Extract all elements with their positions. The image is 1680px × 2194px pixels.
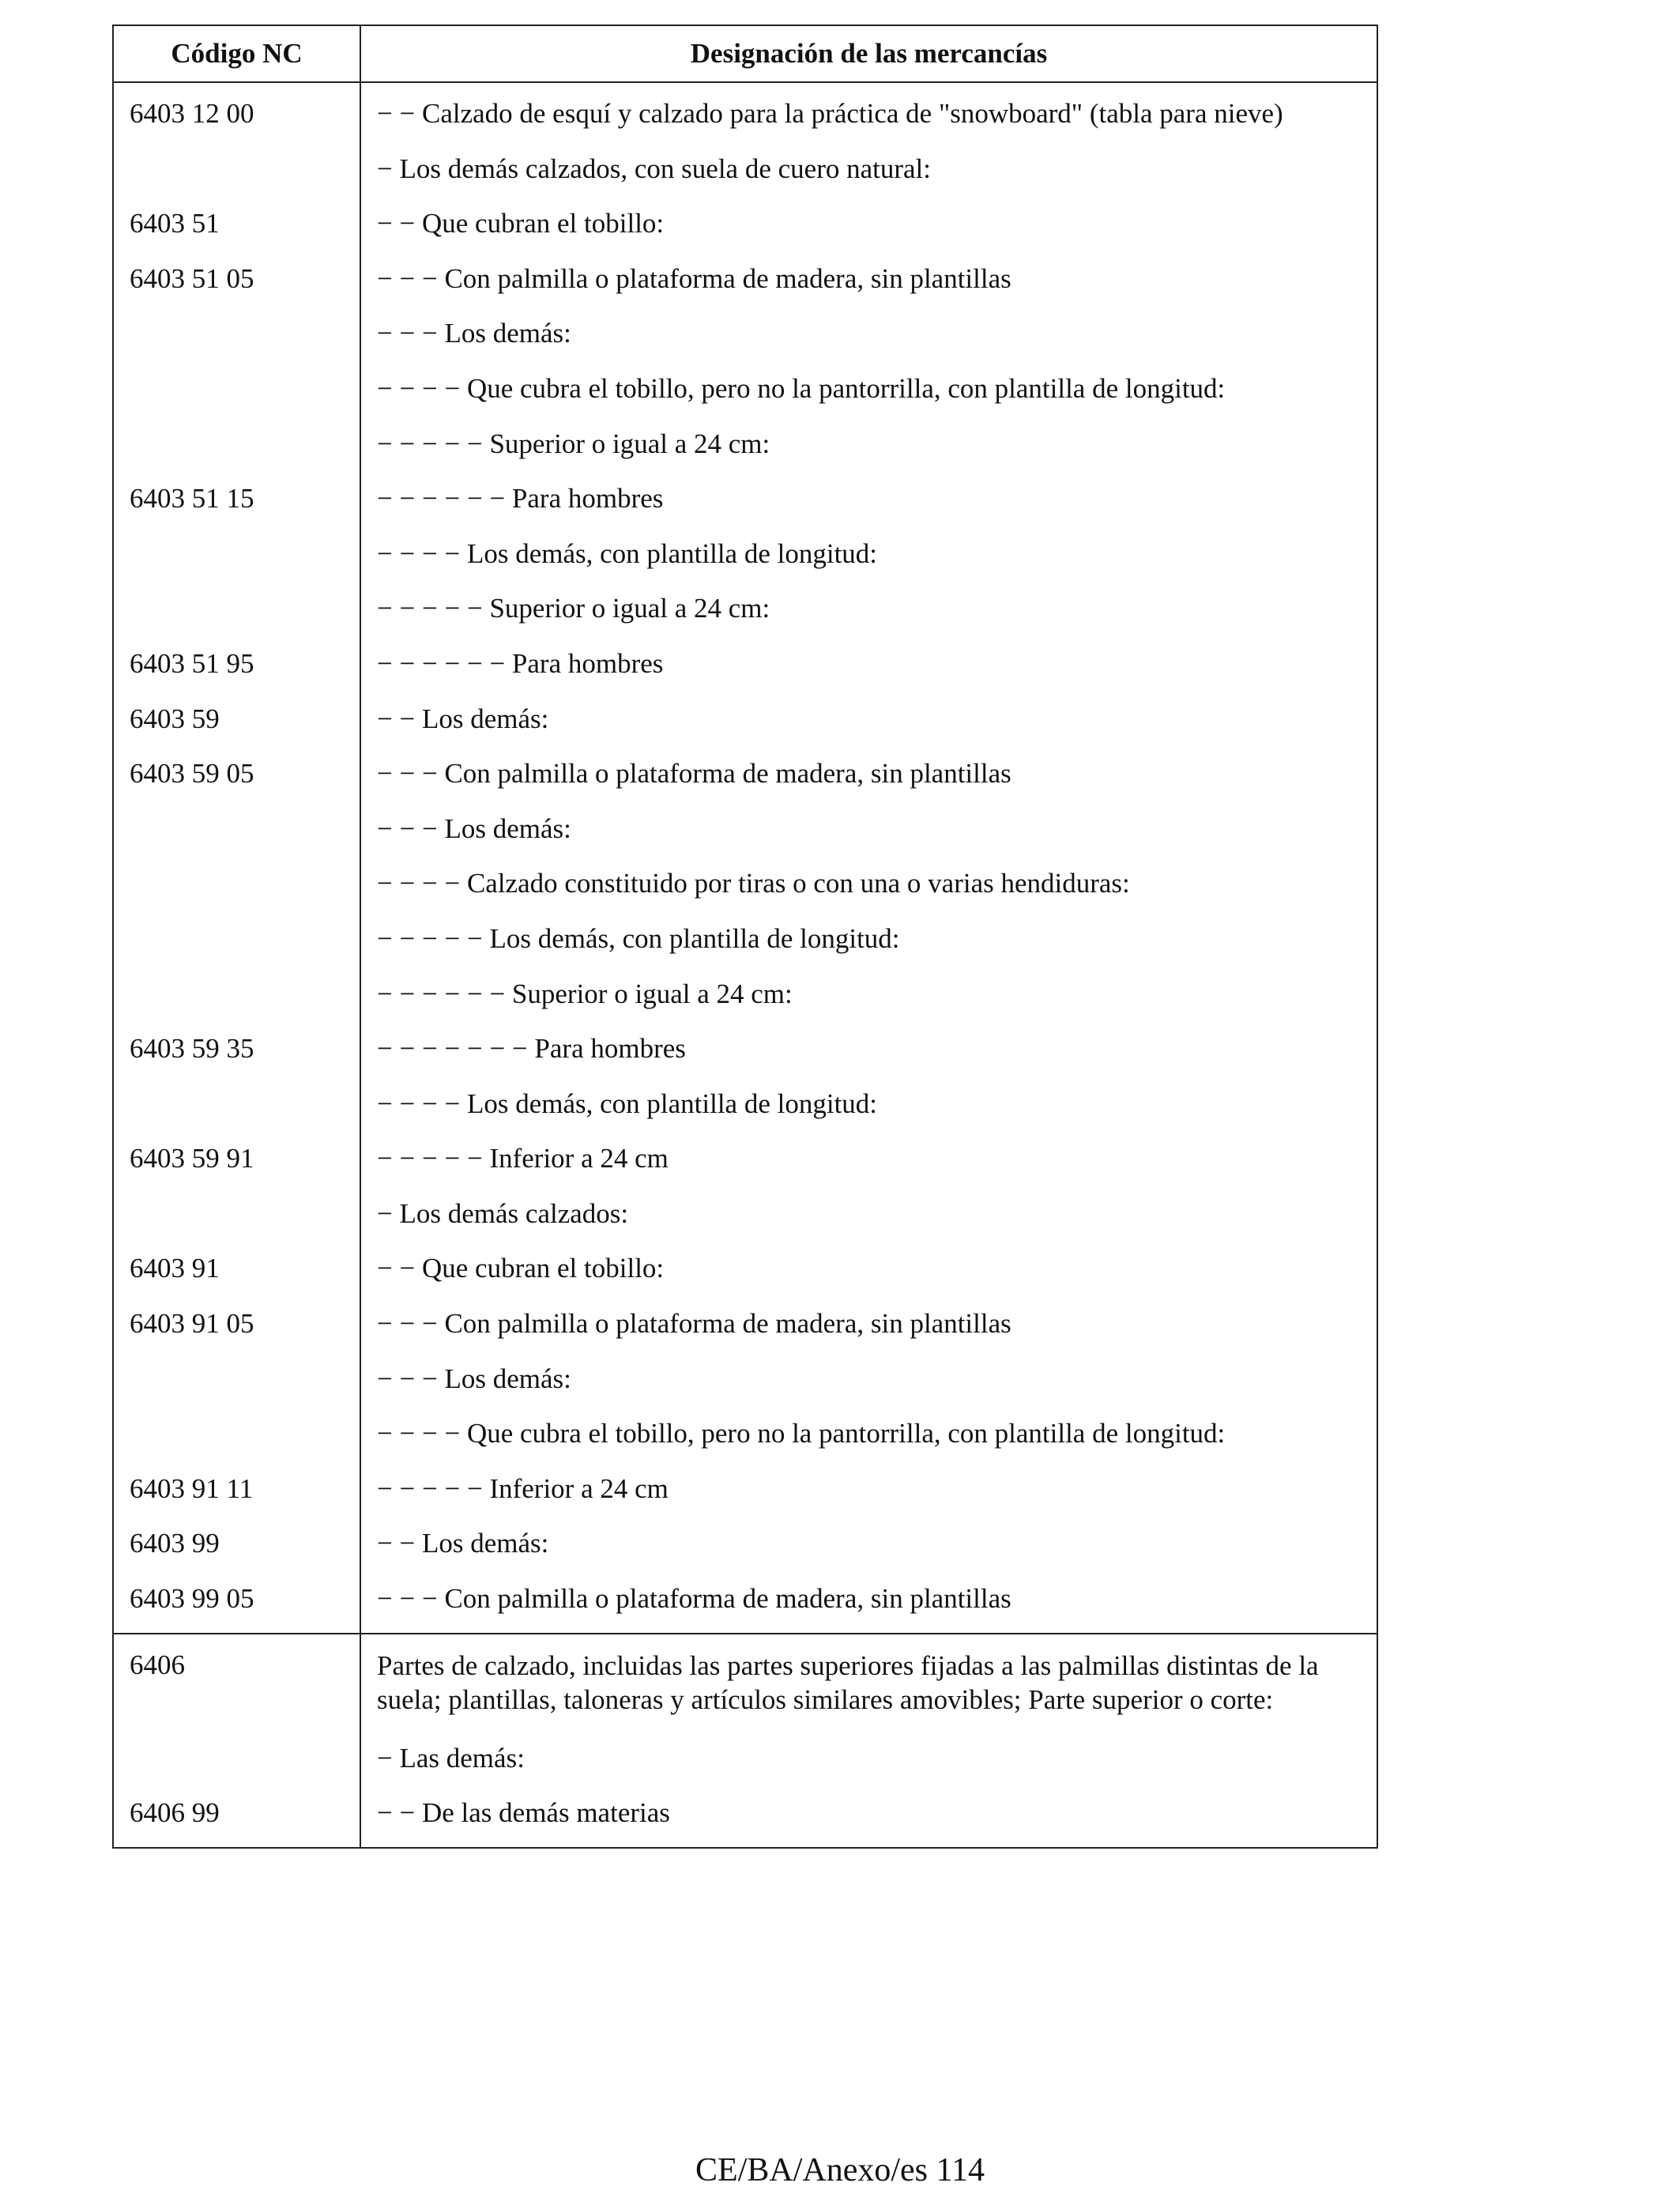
row-description: − − − Los demás: xyxy=(360,801,1377,857)
row-code: 6403 51 05 xyxy=(113,251,360,307)
table-row xyxy=(113,967,1377,1022)
row-description: − − Los demás: xyxy=(360,1516,1377,1571)
row-code xyxy=(113,1186,360,1242)
row-code: 6403 91 05 xyxy=(113,1296,360,1351)
row-description: − − − − − − Para hombres xyxy=(360,636,1377,692)
table-row xyxy=(113,1021,1377,1076)
table-row xyxy=(113,1186,1377,1242)
row-code: 6403 59 35 xyxy=(113,1021,360,1076)
row-code: 6403 99 xyxy=(113,1516,360,1571)
table-row xyxy=(113,1351,1377,1407)
table-row xyxy=(113,1634,1377,1731)
row-description: − − − Con palmilla o plataforma de madera, sin plantillas xyxy=(360,746,1377,801)
row-code xyxy=(113,1406,360,1461)
table-body xyxy=(113,82,1377,1848)
row-code xyxy=(113,1076,360,1132)
header-row xyxy=(113,25,1377,82)
row-code xyxy=(113,967,360,1022)
table-row xyxy=(113,581,1377,636)
table-row xyxy=(113,306,1377,361)
row-code xyxy=(113,801,360,857)
table-row xyxy=(113,82,1377,141)
row-description: − − − − Que cubra el tobillo, pero no la pantorrilla, con plantilla de longitud: xyxy=(360,361,1377,417)
row-description: − − De las demás materias xyxy=(360,1785,1377,1848)
table-row xyxy=(113,141,1377,197)
table-row xyxy=(113,1241,1377,1296)
row-description: − − − − Los demás, con plantilla de longitud: xyxy=(360,1076,1377,1132)
table-row xyxy=(113,1516,1377,1571)
table-header xyxy=(113,25,1377,82)
row-code xyxy=(113,1351,360,1407)
page-footer: CE/BA/Anexo/es 114 xyxy=(695,2152,985,2188)
row-code: 6403 91 xyxy=(113,1241,360,1296)
row-description: − − − − − Superior o igual a 24 cm: xyxy=(360,417,1377,472)
row-description: − − Los demás: xyxy=(360,692,1377,747)
table-row xyxy=(113,1785,1377,1848)
row-code xyxy=(113,526,360,582)
table-row xyxy=(113,526,1377,582)
row-code: 6403 59 xyxy=(113,692,360,747)
row-code xyxy=(113,141,360,197)
table-row xyxy=(113,417,1377,472)
row-code: 6403 99 05 xyxy=(113,1571,360,1634)
row-code: 6406 xyxy=(113,1634,360,1731)
table-row xyxy=(113,1571,1377,1634)
row-description: − − − − Que cubra el tobillo, pero no la pantorrilla, con plantilla de longitud: xyxy=(360,1406,1377,1461)
row-description: − − − Los demás: xyxy=(360,306,1377,361)
table-row xyxy=(113,196,1377,251)
table-row xyxy=(113,251,1377,307)
row-code xyxy=(113,306,360,361)
row-description: − Los demás calzados, con suela de cuero natural: xyxy=(360,141,1377,197)
row-description: − − − Con palmilla o plataforma de madera, sin plantillas xyxy=(360,251,1377,307)
table-row xyxy=(113,361,1377,417)
row-code: 6403 51 xyxy=(113,196,360,251)
row-description: − − − − − Inferior a 24 cm xyxy=(360,1131,1377,1186)
row-code: 6403 59 91 xyxy=(113,1131,360,1186)
tariff-table xyxy=(112,25,1378,1849)
table-row xyxy=(113,692,1377,747)
table-row xyxy=(113,911,1377,967)
row-description: − − − − − Inferior a 24 cm xyxy=(360,1461,1377,1517)
row-code: 6403 51 15 xyxy=(113,471,360,526)
row-code: 6403 91 11 xyxy=(113,1461,360,1517)
row-description: − − − Con palmilla o plataforma de madera, sin plantillas xyxy=(360,1296,1377,1351)
row-description: − − − − Los demás, con plantilla de longitud: xyxy=(360,526,1377,582)
row-description: − − − − Calzado constituido por tiras o con una o varias hendiduras: xyxy=(360,856,1377,911)
row-code xyxy=(113,581,360,636)
table-row xyxy=(113,1131,1377,1186)
row-description: − − − Con palmilla o plataforma de madera, sin plantillas xyxy=(360,1571,1377,1634)
row-description: − − Calzado de esquí y calzado para la práctica de "snowboard" (tabla para nieve) xyxy=(360,82,1377,141)
header-description: Designación de las mercancías xyxy=(360,25,1377,82)
row-description: Partes de calzado, incluidas las partes superiores fijadas a las palmillas distintas de la suela; plantillas, taloneras y artículos similares amovibles; Parte superior o corte: xyxy=(360,1634,1377,1731)
row-description: − Los demás calzados: xyxy=(360,1186,1377,1242)
table-row xyxy=(113,1076,1377,1132)
row-description: − Las demás: xyxy=(360,1731,1377,1786)
table-row xyxy=(113,471,1377,526)
row-code xyxy=(113,1731,360,1786)
row-description: − − − Los demás: xyxy=(360,1351,1377,1407)
table-row xyxy=(113,1461,1377,1517)
row-code xyxy=(113,361,360,417)
table-row xyxy=(113,856,1377,911)
row-code: 6403 12 00 xyxy=(113,82,360,141)
table-row xyxy=(113,1296,1377,1351)
table-row xyxy=(113,746,1377,801)
row-code xyxy=(113,856,360,911)
row-description: − − Que cubran el tobillo: xyxy=(360,1241,1377,1296)
row-code xyxy=(113,911,360,967)
row-description: − − − − − − Para hombres xyxy=(360,471,1377,526)
row-description: − − − − − Superior o igual a 24 cm: xyxy=(360,581,1377,636)
row-description: − − − − − − Superior o igual a 24 cm: xyxy=(360,967,1377,1022)
row-description: − − − − − Los demás, con plantilla de longitud: xyxy=(360,911,1377,967)
table-row xyxy=(113,1406,1377,1461)
row-code: 6403 59 05 xyxy=(113,746,360,801)
row-description: − − Que cubran el tobillo: xyxy=(360,196,1377,251)
table-row xyxy=(113,1731,1377,1786)
row-description: − − − − − − − Para hombres xyxy=(360,1021,1377,1076)
table-row xyxy=(113,801,1377,857)
row-code xyxy=(113,417,360,472)
row-code: 6406 99 xyxy=(113,1785,360,1848)
row-code: 6403 51 95 xyxy=(113,636,360,692)
header-code: Código NC xyxy=(113,25,360,82)
table-row xyxy=(113,636,1377,692)
